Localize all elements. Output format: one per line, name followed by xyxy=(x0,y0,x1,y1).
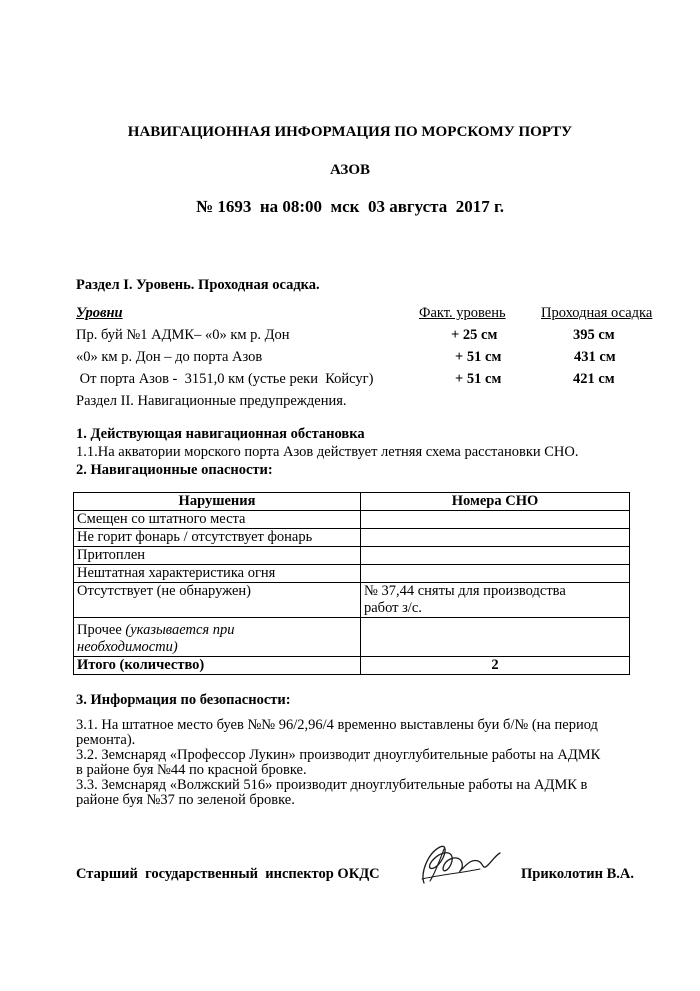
inspector-name: Приколотин В.А. xyxy=(521,866,634,882)
safety-line: районе буя №37 по зеленой бровке. xyxy=(76,792,295,808)
table-cell-name xyxy=(74,618,361,657)
col-fact-header: Факт. уровень xyxy=(419,305,506,321)
table-cell-value xyxy=(361,511,630,529)
level-row-3-place: От порта Азов - 3151,0 км (устье реки Койсуг) xyxy=(76,371,374,387)
table-cell-value-line1: № 37,44 сняты для производства xyxy=(364,583,566,599)
table-row xyxy=(74,618,630,657)
doc-title-line2: АЗОВ xyxy=(329,162,371,178)
col-levels-header: Уровни xyxy=(76,305,123,321)
table-cell-value xyxy=(361,529,630,547)
signature-image xyxy=(410,835,505,895)
section2-title: Раздел II. Навигационные предупреждения. xyxy=(76,393,347,409)
table-header-row xyxy=(74,493,630,511)
other-note-line2: необходимости) xyxy=(77,639,178,655)
table-col-sno: Номера СНО xyxy=(361,493,630,511)
item3-title: 3. Информация по безопасности: xyxy=(76,692,291,708)
table-cell-value xyxy=(361,583,630,618)
level-row-1-draft: 395 см xyxy=(573,327,615,343)
level-row-3-draft: 421 см xyxy=(573,371,615,387)
item1-title: 1. Действующая навигационная обстановка xyxy=(76,426,365,442)
level-row-2-draft: 431 см xyxy=(574,349,616,365)
safety-info-block xyxy=(76,718,600,808)
other-label: Прочее xyxy=(77,622,126,638)
table-cell-name: Смещен со штатного места xyxy=(74,511,361,529)
table-row xyxy=(74,511,630,529)
table-row xyxy=(74,529,630,547)
safety-line: 3.2. Земснаряд «Профессор Лукин» производит дноуглубительные работы на АДМК xyxy=(76,747,601,763)
table-total-label: Итого (количество) xyxy=(74,657,361,675)
level-row-3-fact: + 51 см xyxy=(455,371,502,387)
table-cell-name: Отсутствует (не обнаружен) xyxy=(74,583,361,618)
violations-table xyxy=(73,492,630,675)
safety-line: в районе буя №44 по красной бровке. xyxy=(76,762,307,778)
level-row-1-fact: + 25 см xyxy=(451,327,498,343)
item1-text: 1.1.На акватории морского порта Азов действует летняя схема расстановки СНО. xyxy=(76,444,579,460)
section1-title: Раздел I. Уровень. Проходная осадка. xyxy=(76,277,320,293)
table-row xyxy=(74,547,630,565)
safety-line: 3.1. На штатное место буев №№ 96/2,96/4 временно выставлены буи б/№ (на период xyxy=(76,717,598,733)
inspector-position: Старший государственный инспектор ОКДС xyxy=(76,866,380,882)
table-row xyxy=(74,583,630,618)
table-row xyxy=(74,565,630,583)
table-total-row xyxy=(74,657,630,675)
item2-title: 2. Навигационные опасности: xyxy=(76,462,273,478)
other-note-line1: (указывается при xyxy=(125,622,235,638)
safety-line: 3.3. Земснаряд «Волжский 516» производит дноуглубительные работы на АДМК в xyxy=(76,777,588,793)
table-cell-name: Нештатная характеристика огня xyxy=(74,565,361,583)
table-col-violations: Нарушения xyxy=(74,493,361,511)
level-row-2-fact: + 51 см xyxy=(455,349,502,365)
table-cell-name: Притоплен xyxy=(74,547,361,565)
col-draft-header: Проходная осадка xyxy=(541,305,653,321)
doc-title-line1: НАВИГАЦИОННАЯ ИНФОРМАЦИЯ ПО МОРСКОМУ ПОРТУ xyxy=(127,124,573,140)
doc-number-line: № 1693 на 08:00 мск 03 августа 2017 г. xyxy=(196,197,504,216)
level-row-2-place: «0» км р. Дон – до порта Азов xyxy=(76,349,263,365)
level-row-1-place: Пр. буй №1 АДМК– «0» км р. Дон xyxy=(76,327,290,343)
table-total-value: 2 xyxy=(361,657,630,675)
table-cell-value xyxy=(361,547,630,565)
table-cell-value xyxy=(361,565,630,583)
table-cell-value xyxy=(361,618,630,657)
safety-line: ремонта). xyxy=(76,732,136,748)
table-cell-value-line2: работ з/с. xyxy=(364,600,422,616)
table-cell-name: Не горит фонарь / отсутствует фонарь xyxy=(74,529,361,547)
